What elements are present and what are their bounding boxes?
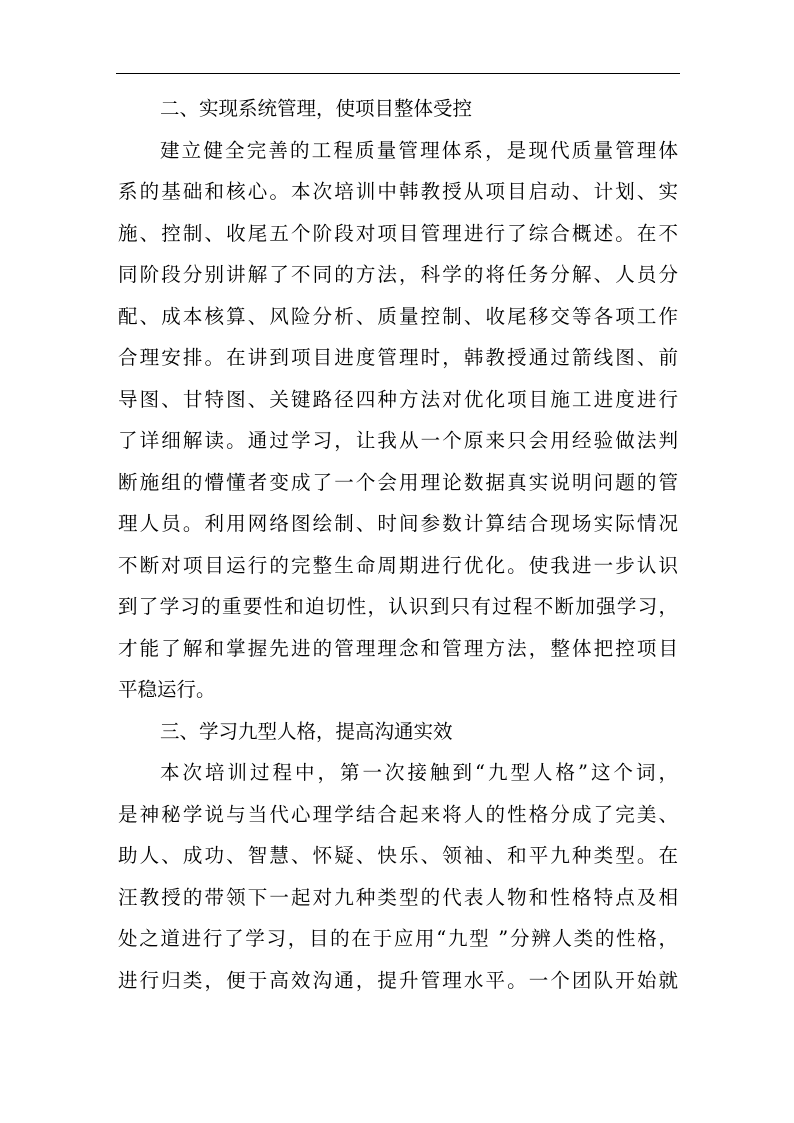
- paragraph-line: 系的基础和核心。本次培训中韩教授从项目启动、计划、实: [118, 180, 678, 203]
- paragraph-line: 平稳运行。: [118, 678, 216, 701]
- paragraph-line: 理人员。利用网络图绘制、时间参数计算结合现场实际情况: [118, 512, 678, 535]
- paragraph-line: 同阶段分别讲解了不同的方法，科学的将任务分解、人员分: [118, 263, 678, 286]
- header-rule: [116, 73, 680, 74]
- paragraph-line: 本次培训过程中，第一次接触到“九型人格”这个词，: [160, 761, 678, 784]
- paragraph-line: 处之道进行了学习，目的在于应用“九型 ”分辨人类的性格，: [118, 927, 678, 950]
- paragraph-line: 才能了解和掌握先进的管理理念和管理方法，整体把控项目: [118, 636, 678, 660]
- paragraph-line: 助人、成功、智慧、怀疑、快乐、领袖、和平九种类型。在: [118, 844, 678, 867]
- section-heading-3: 三、学习九型人格，提高沟通实效: [160, 719, 453, 743]
- paragraph-line: 施、控制、收尾五个阶段对项目管理进行了综合概述。在不: [118, 221, 678, 245]
- section-heading-2: 二、实现系统管理，使项目整体受控: [160, 97, 473, 120]
- paragraph-line: 到了学习的重要性和迫切性，认识到只有过程不断加强学习，: [118, 595, 678, 618]
- paragraph-line: 导图、甘特图、关键路径四种方法对优化项目施工进度进行: [118, 387, 678, 411]
- paragraph-line: 不断对项目运行的完整生命周期进行优化。使我进一步认识: [118, 553, 678, 577]
- paragraph-line: 配、成本核算、风险分析、质量控制、收尾移交等各项工作: [118, 304, 678, 328]
- body-text: [118, 88, 678, 1001]
- paragraph-line: 汪教授的带领下一起对九种类型的代表人物和性格特点及相: [118, 885, 678, 909]
- paragraph-line: 建立健全完善的工程质量管理体系，是现代质量管理体: [160, 138, 678, 162]
- paragraph-line: 断施组的懵懂者变成了一个会用理论数据真实说明问题的管: [118, 470, 678, 494]
- paragraph-line: 是神秘学说与当代心理学结合起来将人的性格分成了完美、: [118, 802, 678, 826]
- paragraph-line: 了详细解读。通过学习，让我从一个原来只会用经验做法判: [118, 429, 678, 452]
- paragraph-line: 进行归类，便于高效沟通，提升管理水平。一个团队开始就: [118, 968, 678, 992]
- paragraph-line: 合理安排。在讲到项目进度管理时，韩教授通过箭线图、前: [118, 346, 678, 369]
